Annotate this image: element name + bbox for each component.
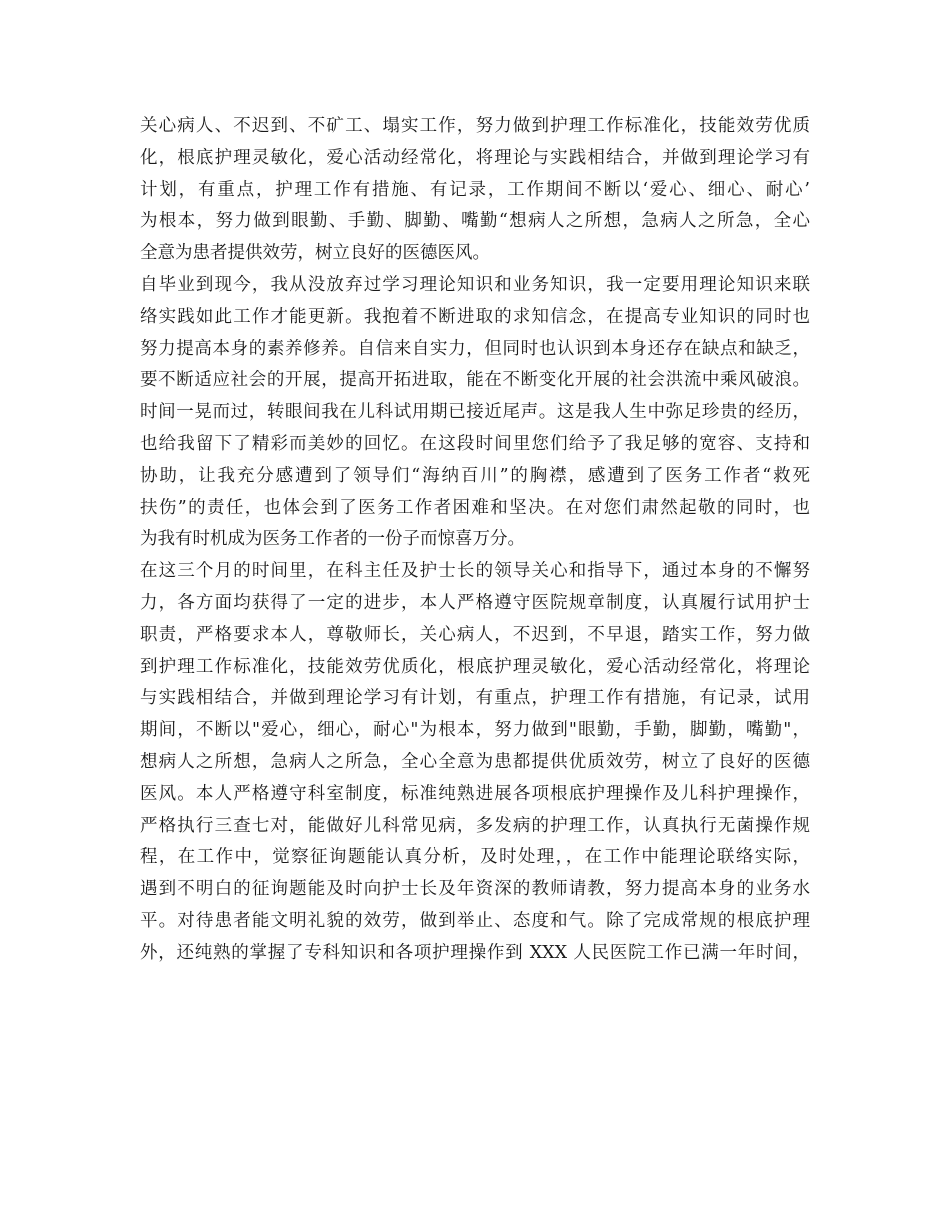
text-line: 平。对待患者能文明礼貌的效劳，做到举止、态度和气。除了完成常规的根底护理 [140, 910, 810, 931]
text-line: 计划，有重点，护理工作有措施、有记录，工作期间不断以‘爱心、细心、耐心’ [140, 179, 810, 200]
text-line: 协助，让我充分感遭到了领导们“海纳百川”的胸襟，感遭到了医务工作者“救死 [140, 465, 810, 486]
text-line: 要不断适应社会的开展，提高开拓进取，能在不断变化开展的社会洪流中乘风破浪。 [140, 370, 810, 391]
text-line: 想病人之所想，急病人之所急，全心全意为患都提供优质效劳，树立了良好的医德 [140, 751, 810, 772]
text-line: 化，根底护理灵敏化，爱心活动经常化，将理论与实践相结合，并做到理论学习有 [140, 147, 810, 168]
text-line: 力，各方面均获得了一定的进步，本人严格遵守医院规章制度，认真履行试用护士 [140, 592, 810, 613]
text-line: 时间一晃而过，转眼间我在儿科试用期已接近尾声。这是我人生中弥足珍贵的经历， [140, 402, 810, 423]
text-line: 努力提高本身的素养修养。自信来自实力，但同时也认识到本身还存在缺点和缺乏， [140, 338, 810, 359]
text-line: 到护理工作标准化，技能效劳优质化，根底护理灵敏化，爱心活动经常化，将理论 [140, 656, 810, 677]
text-line: 程，在工作中，觉察征询题能认真分析，及时处理，，在工作中能理论联络实际， [140, 847, 810, 868]
text-line: 医风。本人严格遵守科室制度，标准纯熟进展各项根底护理操作及儿科护理操作， [140, 783, 810, 804]
text-line: 为根本，努力做到眼勤、手勤、脚勤、嘴勤“想病人之所想，急病人之所急，全心 [140, 211, 810, 232]
text-line: 为我有时机成为医务工作者的一份子而惊喜万分。 [140, 529, 525, 550]
text-line: 也给我留下了精彩而美妙的回忆。在这段时间里您们给予了我足够的宽容、支持和 [140, 433, 810, 454]
text-line: 自毕业到现今，我从没放弃过学习理论知识和业务知识，我一定要用理论知识来联 [140, 274, 810, 295]
text-line: 全意为患者提供效劳，树立良好的医德医风。 [140, 243, 490, 264]
text-line: 关心病人、不迟到、不矿工、塌实工作，努力做到护理工作标准化，技能效劳优质 [140, 116, 810, 136]
text-line: 遇到不明白的征询题能及时向护士长及年资深的教师请教，努力提高本身的业务水 [140, 879, 810, 900]
body-text [140, 111, 810, 970]
text-line: 络实践如此工作才能更新。我抱着不断进取的求知信念，在提高专业知识的同时也 [140, 306, 810, 327]
text-line: 职责，严格要求本人，尊敬师长，关心病人，不迟到，不早退，踏实工作，努力做 [140, 624, 810, 645]
text-line: 严格执行三查七对，能做好儿科常见病，多发病的护理工作，认真执行无菌操作规 [140, 815, 810, 836]
text-line: 期间，不断以"爱心，细心，耐心"为根本，努力做到"眼勤，手勤，脚勤，嘴勤"， [140, 720, 810, 741]
text-line: 与实践相结合，并做到理论学习有计划，有重点，护理工作有措施，有记录，试用 [140, 688, 810, 709]
text-line: 扶伤”的责任，也体会到了医务工作者困难和坚决。在对您们肃然起敬的同时，也 [140, 497, 810, 518]
text-line: 在这三个月的时间里，在科主任及护士长的领导关心和指导下，通过本身的不懈努 [140, 561, 810, 582]
text-line: 外，还纯熟的掌握了专科知识和各项护理操作到 XXX 人民医院工作已满一年时间， [140, 942, 810, 963]
